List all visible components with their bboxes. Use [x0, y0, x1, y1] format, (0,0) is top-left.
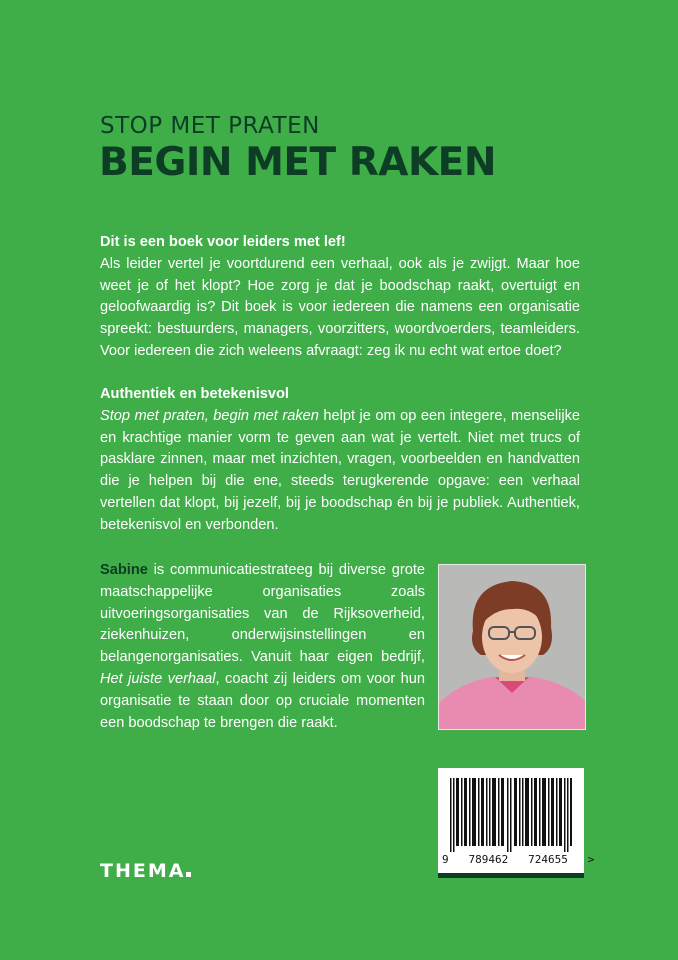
authentic-body: helpt je om op een integere, menselijke en krachtige manier vorm te geven aan wat je vertelt. Niet met trucs of pasklare zinnen, maar met inzichten, vragen, voorbeelden en handvatten die je helpen bij die ene, steeds terugkerende opgave: een verhaal vertellen dat klopt, bij jezelf, bij je boodschap én bij je publiek. Authentiek, betekenisvol en verbonden.: [100, 407, 580, 533]
authentic-section: [100, 384, 580, 537]
cover-subtitle: STOP MET PRATEN: [100, 113, 320, 139]
barcode-bars: [450, 778, 572, 852]
barcode-stripe: [438, 873, 584, 878]
authentic-text: [100, 406, 580, 537]
bio-text-2: , coacht zij leiders om voor hun organisatie te staan door op cruciale momenten een boodschap te brengen die raakt.: [100, 670, 425, 731]
company-name: Het juiste verhaal: [100, 670, 216, 687]
intro-section: [100, 232, 580, 363]
barcode: [438, 768, 595, 878]
author-photo: [438, 564, 586, 730]
cover-title: BEGIN MET RAKEN: [99, 140, 496, 185]
bio-text-1: is communicatiestrateeg bij diverse grote maatschappelijke organisaties zoals uitvoeringsorganisaties van de Rijksoverheid, ziekenhuizen, onderwijsinstellingen en belangenorganisaties. Vanuit haar eigen bedrijf,: [100, 562, 425, 666]
authentic-heading: Authentiek en betekenisvol: [100, 386, 289, 402]
book-title-italic: Stop met praten, begin met raken: [100, 407, 319, 424]
publisher-dot: [186, 872, 191, 877]
intro-heading: Dit is een boek voor leiders met lef!: [100, 234, 346, 250]
publisher-logo: [100, 860, 191, 882]
intro-text: Als leider vertel je voortdurend een verhaal, ook als je zwijgt. Maar hoe weet je of het klopt? Hoe zorg je dat je boodschap raakt, overtuigt en geloofwaardig is? Dit boek is voor iedereen die namens een organisatie spreekt: bestuurders, managers, voorzitters, woordvoerders, teamleiders. Voor iedereen die zich weleens afvraagt: zeg ik nu echt wat ertoe doet?: [100, 255, 580, 359]
author-name: Sabine: [100, 562, 148, 578]
publisher-name: THEMA: [100, 860, 186, 882]
isbn-number: 9 789462 724655 >: [442, 853, 595, 866]
author-bio: [100, 560, 425, 734]
